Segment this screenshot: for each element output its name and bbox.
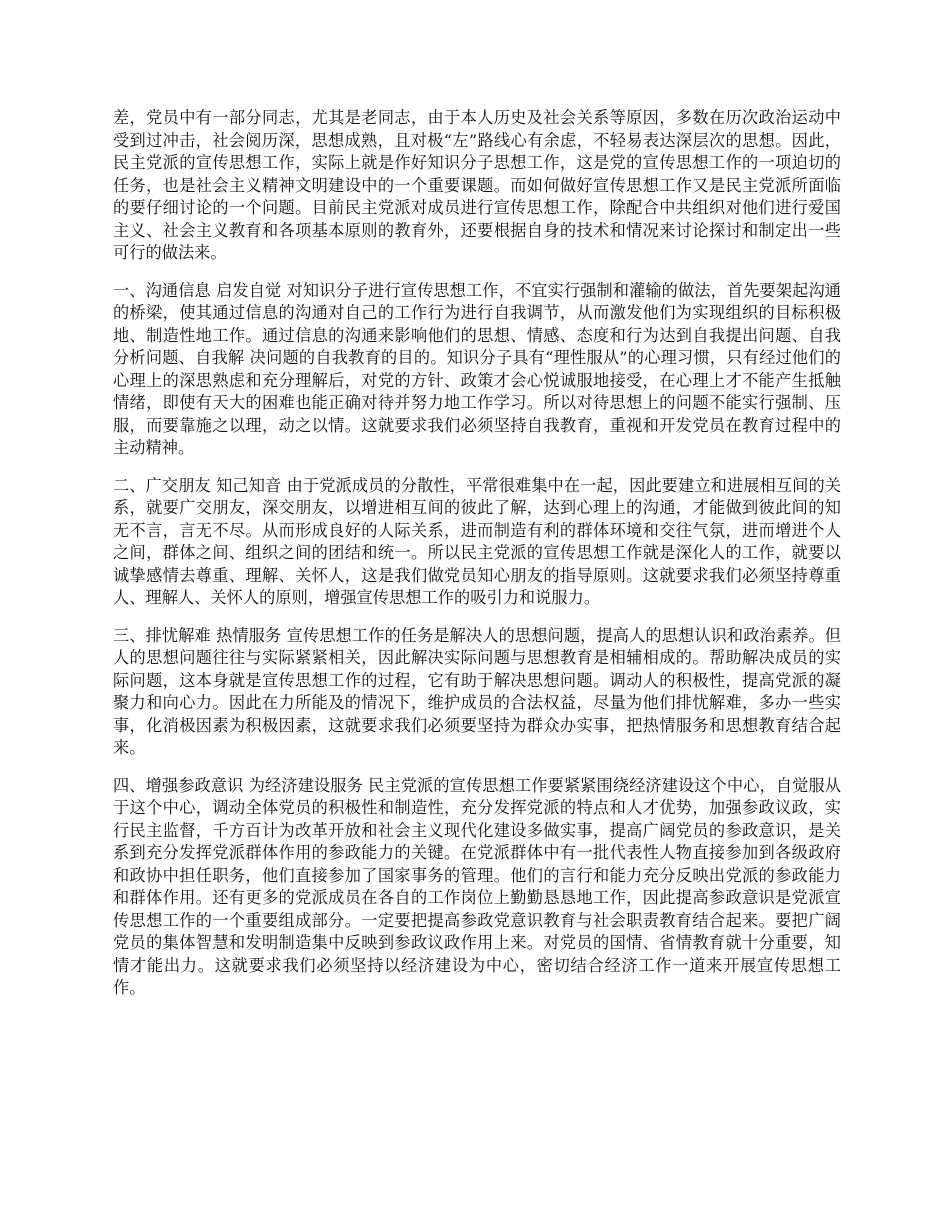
document-body	[113, 107, 841, 1015]
paragraph-section-2: 二、广交朋友 知己知音 由于党派成员的分散性，平常很难集中在一起，因此要建立和进展相互间的关系，就要广交朋友，深交朋友，以增进相互间的彼此了解，达到心理上的沟通，才能做到彼此间的知无不言，言无不尽。从而形成良好的人际关系，进而制造有利的群体环境和交往气氛，进而增进个人之间，群体之间、组织之间的团结和统一。所以民主党派的宣传思想工作就是深化人的工作，就要以诚挚感情去尊重、理解、关怀人，这是我们做党员知心朋友的指导原则。这就要求我们必须坚持尊重人、理解人、关怀人的原则，增强宣传思想工作的吸引力和说服力。	[113, 475, 841, 607]
paragraph-intro: 差，党员中有一部分同志，尤其是老同志，由于本人历史及社会关系等原因，多数在历次政治运动中受到过冲击，社会阅历深，思想成熟，且对极“左”路线心有余虑，不轻易表达深层次的思想。因此，民主党派的宣传思想工作，实际上就是作好知识分子思想工作，这是党的宣传思想工作的一项迫切的任务，也是社会主义精神文明建设中的一个重要课题。而如何做好宣传思想工作又是民主党派所面临的要仔细讨论的一个问题。目前民主党派对成员进行宣传思想工作，除配合中共组织对他们进行爱国主义、社会主义教育和各项基本原则的教育外，还要根据自身的技术和情况来讨论探讨和制定出一些可行的做法来。	[113, 108, 841, 262]
paragraph-section-4: 四、增强参政意识 为经济建设服务 民主党派的宣传思想工作要紧紧围绕经济建设这个中心，自觉服从于这个中心，调动全体党员的积极性和制造性，充分发挥党派的特点和人才优势，加强参政议政，实行民主监督，千方百计为改革开放和社会主义现代化建设多做实事，提高广阔党员的参政意识，是关系到充分发挥党派群体作用的参政能力的关键。在党派群体中有一批代表性人物直接参加到各级政府和政协中担任职务，他们直接参加了国家事务的管理。他们的言行和能力充分反映出党派的参政能力和群体作用。还有更多的党派成员在各自的工作岗位上勤勤恳恳地工作，因此提高参政意识是党派宣传思想工作的一个重要组成部分。一定要把提高参政党意识教育与社会职责教育结合起来。要把广阔党员的集体智慧和发明制造集中反映到参政议政作用上来。对党员的国情、省情教育就十分重要，知情才能出力。这就要求我们必须坚持以经济建设为中心，密切结合经济工作一道来开展宣传思想工作。	[113, 775, 841, 997]
paragraph-section-3: 三、排忧解难 热情服务 宣传思想工作的任务是解决人的思想问题，提高人的思想认识和政治素养。但人的思想问题往往与实际紧紧相关，因此解决实际问题与思想教育是相辅相成的。帮助解决成员的实际问题，这本身就是宣传思想工作的过程，它有助于解决思想问题。调动人的积极性，提高党派的凝聚力和向心力。因此在力所能及的情况下，维护成员的合法权益，尽量为他们排忧解难，多办一些实事，化消极因素为积极因素，这就要求我们必须要坚持为群众办实事，把热情服务和思想教育结合起来。	[113, 625, 841, 757]
paragraph-section-1: 一、沟通信息 启发自觉 对知识分子进行宣传思想工作，不宜实行强制和灌输的做法，首先要架起沟通的桥梁，使其通过信息的沟通对自己的工作行为进行自我调节，从而激发他们为实现组织的目标积极地、制造性地工作。通过信息的沟通来影响他们的思想、情感、态度和行为达到自我提出问题、自我分析问题、自我解 决问题的自我教育的目的。知识分子具有“理性服从”的心理习惯，只有经过他们的心理上的深思熟虑和充分理解后，对党的方针、政策才会心悦诚服地接受，在心理上才不能产生抵触情绪，即使有天大的困难也能正确对待并努力地工作学习。所以对待思想上的问题不能实行强制、压服，而要靠施之以理，动之以情。这就要求我们必须坚持自我教育，重视和开发党员在教育过程中的主动精神。	[113, 280, 841, 457]
